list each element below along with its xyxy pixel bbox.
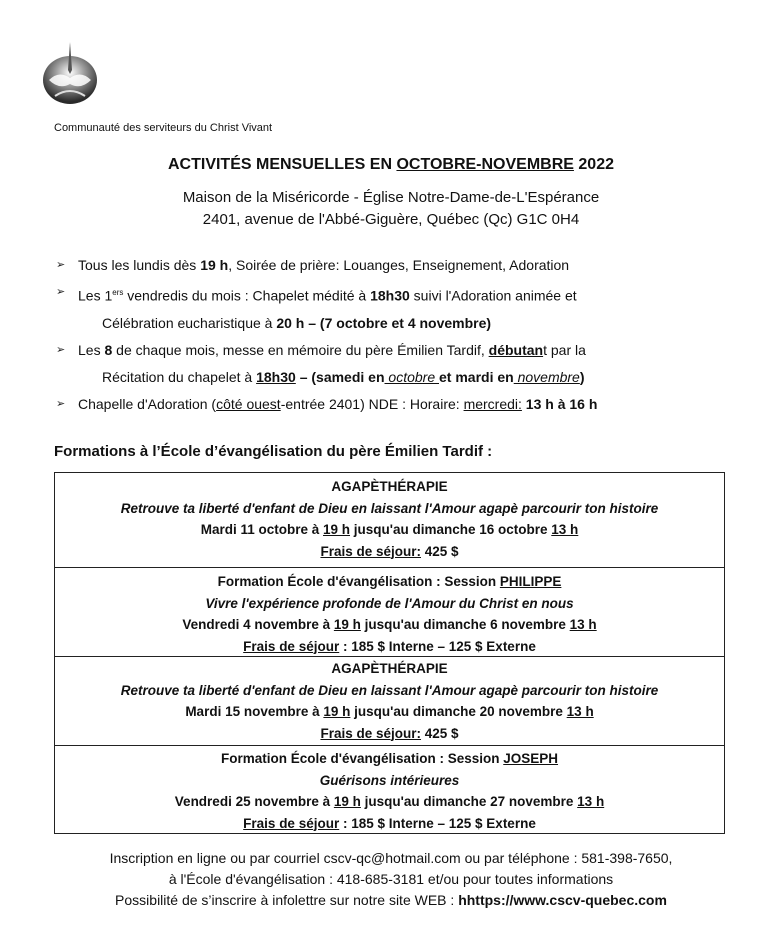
arrow-bullet-icon: ➢ — [56, 259, 66, 271]
session-card — [54, 656, 725, 745]
session-subtitle: Vivre l'expérience profonde de l'Amour du Christ en nous — [205, 595, 574, 611]
formations-heading: Formations à l’École d’évangélisation du père Émilien Tardif : — [54, 443, 493, 460]
session-title: Formation École d'évangélisation : Session PHILIPPE — [217, 574, 562, 589]
arrow-bullet-icon: ➢ — [56, 343, 66, 356]
arrow-bullet-icon: ➢ — [56, 397, 66, 410]
page-title: ACTIVITÉS MENSUELLES EN OCTOBRE-NOVEMBRE 2022 — [167, 156, 614, 173]
session-subtitle: Guérisons intérieures — [319, 772, 460, 788]
community-name: Communauté des serviteurs du Christ Vivant — [54, 122, 273, 134]
session-fee: Frais de séjour : 185 $ Interne – 125 $ Externe — [243, 815, 536, 831]
session-card — [54, 745, 725, 834]
session-subtitle: Retrouve ta liberté d'enfant de Dieu en laissant l'Amour agapè parcourir ton histoire — [120, 682, 659, 698]
session-title: AGAPÈTHÉRAPIE — [331, 661, 448, 676]
session-title: Formation École d'évangélisation : Session JOSEPH — [220, 751, 559, 766]
session-fee: Frais de séjour: 425 $ — [320, 543, 459, 559]
address-line-2: 2401, avenue de l'Abbé-Giguère, Québec (Qc) G1C 0H4 — [202, 211, 580, 228]
list-item: ➢ Tous les lundis dès 19 h, Soirée de prière: Louanges, Enseignement, Adoration — [56, 252, 756, 279]
footer-contact-line: Inscription en ligne ou par courriel cscv-qc@hotmail.com ou par téléphone : 581-398-7650, — [109, 850, 673, 866]
session-card — [54, 472, 725, 567]
session-subtitle: Retrouve ta liberté d'enfant de Dieu en laissant l'Amour agapè parcourir ton histoire — [120, 500, 659, 516]
session-dates: Mardi 11 octobre à 19 h jusqu'au dimanche 16 octobre 13 h — [200, 522, 579, 537]
address-line-1: Maison de la Miséricorde - Église Notre-Dame-de-L'Espérance — [182, 189, 600, 206]
website-link[interactable]: hhttps://www.cscv-quebec.com — [458, 892, 667, 908]
session-fee: Frais de séjour: 425 $ — [320, 725, 459, 741]
list-item: ➢ Chapelle d'Adoration (côté ouest-entrée 2401) NDE : Horaire: mercredi: 13 h à 16 h — [56, 391, 756, 418]
session-card — [54, 567, 725, 656]
list-item: ➢ Les 8 de chaque mois, messe en mémoire du père Émilien Tardif, débutant par la Récitation du chapelet à 18h30 – (samedi en octobre et mardi en novembre) — [56, 337, 756, 391]
footer-website-line: Possibilité de s’inscrire à infolettre sur notre site WEB : hhttps://www.cscv-quebec.com — [115, 892, 667, 908]
session-fee: Frais de séjour : 185 $ Interne – 125 $ Externe — [243, 638, 536, 654]
session-dates: Vendredi 25 novembre à 19 h jusqu'au dimanche 27 novembre 13 h — [174, 794, 605, 809]
list-item: ➢ Les 1ers vendredis du mois : Chapelet médité à 18h30 suivi l'Adoration animée et Célébration eucharistique à 20 h – (7 octobre et 4 novembre) — [56, 279, 756, 337]
arrow-bullet-icon: ➢ — [56, 286, 66, 298]
footer-school-line: à l'École d'évangélisation : 418-685-3181 et/ou pour toutes informations — [168, 871, 614, 887]
session-dates: Vendredi 4 novembre à 19 h jusqu'au dimanche 6 novembre 13 h — [182, 617, 597, 632]
session-dates: Mardi 15 novembre à 19 h jusqu'au dimanche 20 novembre 13 h — [185, 704, 594, 719]
sessions-table — [54, 472, 725, 834]
session-title: AGAPÈTHÉRAPIE — [331, 479, 448, 494]
activity-list — [56, 252, 756, 418]
logo-icon — [41, 40, 99, 108]
